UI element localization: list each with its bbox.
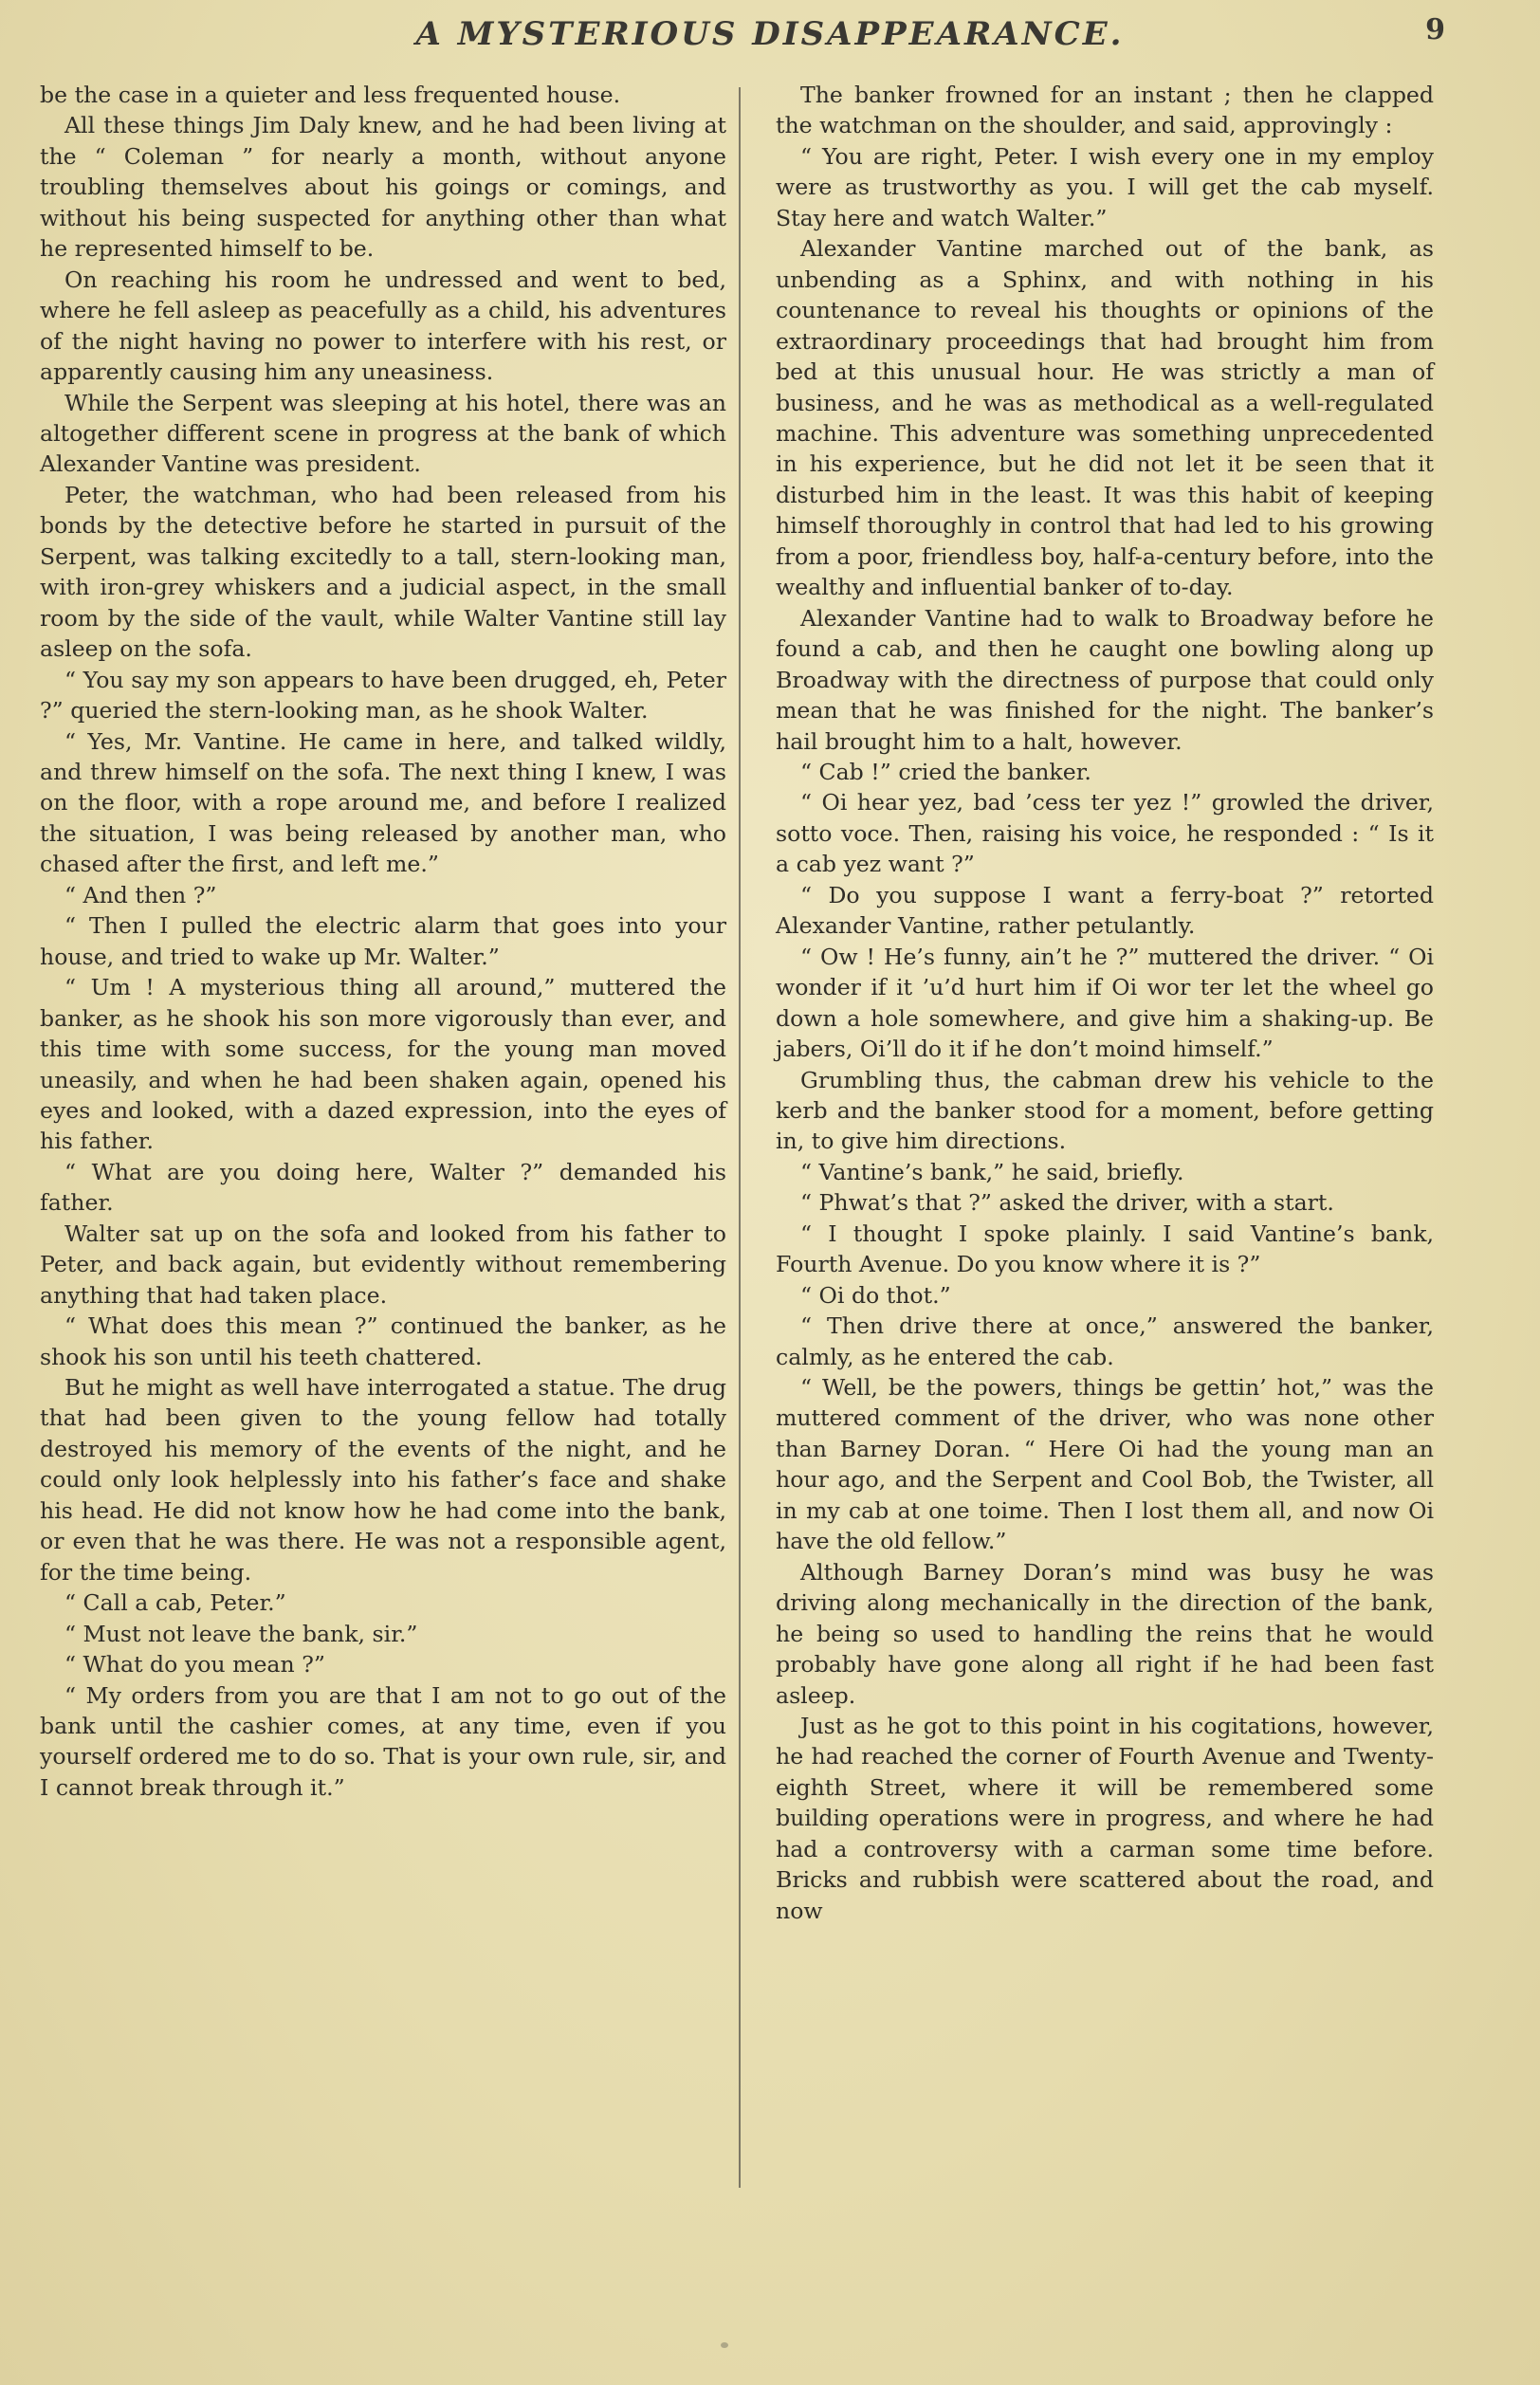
paragraph: be the case in a quieter and less frequented house. (40, 82, 621, 108)
paragraph: “ Then drive there at once,” answered the banker, calmly, as he entered the cab. (776, 1312, 1434, 1370)
page-number: 9 (1425, 13, 1445, 46)
paragraph: “ What does this mean ?” continued the banker, as he shook his son until his teeth chattered. (40, 1312, 726, 1370)
paragraph: “ And then ?” (64, 881, 217, 908)
paragraph: “ Must not leave the bank, sir.” (64, 1620, 418, 1647)
paragraph: “ Um ! A mysterious thing all around,” muttered the banker, as he shook his son more vigorously than ever, and this time with some success, for the young man moved uneasily, and when he had been shaken again, opened his eyes and looked, with a dazed expression, into the eyes of his father. (40, 974, 726, 1155)
paragraph: All these things Jim Daly knew, and he had been living at the “ Coleman ” for nearly a month, without anyone troubling themselves about his goings or comings, and without his being suspected for anything other than what he represented himself to be. (40, 112, 726, 263)
paragraph: “ You say my son appears to have been drugged, eh, Peter ?” queried the stern-looking man, as he shook Walter. (40, 666, 726, 725)
paragraph: Peter, the watchman, who had been released from his bonds by the detective before he started in pursuit of the Serpent, was talking excitedly to a tall, stern-looking man, with iron-grey whiskers and a judicial aspect, in the small room by the side of the vault, while Walter Vantine still lay asleep on the sofa. (40, 481, 726, 663)
paragraph: “ Yes, Mr. Vantine. He came in here, and talked wildly, and threw himself on the sofa. The next thing I knew, I was on the floor, with a rope around me, and before I realized the situation, I was being released by another man, who chased after the first, and left me.” (40, 727, 726, 878)
paragraph: Alexander Vantine marched out of the bank, as unbending as a Sphinx, and with nothing in his countenance to reveal his thoughts or opinions of the extraordinary proceedings that had brought him from bed at this unusual hour. He was strictly a man of business, and he was as methodical as a well-regulated machine. This adventure was something unprecedented in his experience, but he did not let it be seen that it disturbed him in the least. It was this habit of keeping himself thoroughly in control that had led to his growing from a poor, friendless boy, half-a-century before, into the wealthy and influential banker of to-day. (776, 235, 1434, 601)
paragraph: “ Phwat’s that ?” asked the driver, with a start. (800, 1189, 1334, 1217)
left-column (40, 80, 726, 1803)
paragraph: “ Then I pulled the electric alarm that goes into your house, and tried to wake up Mr. Walter.” (40, 912, 726, 970)
paragraph: Although Barney Doran’s mind was busy he was driving along mechanically in the direction of the bank, he being so used to handling the reins that he would probably have gone along all right if he had been fast asleep. (776, 1558, 1434, 1709)
column-divider (739, 87, 741, 2188)
paragraph: Just as he got to this point in his cogitations, however, he had reached the corner of Fourth Avenue and Twenty-eighth Street, where it will be remembered some building operations were in progress, and where he had had a controversy with a carman some time before. Bricks and rubbish were scattered about the road, and now (776, 1713, 1434, 1924)
paragraph: “ Oi do thot.” (800, 1281, 951, 1309)
paragraph: The banker frowned for an instant ; then he clapped the watchman on the shoulder, and said, approvingly : (776, 82, 1434, 139)
right-column (776, 80, 1434, 1926)
paragraph: “ My orders from you are that I am not to go out of the bank until the cashier comes, at any time, even if you yourself ordered me to do so. That is your own rule, sir, and I cannot break through it.” (40, 1681, 726, 1801)
paragraph: Alexander Vantine had to walk to Broadway before he found a cab, and then he caught one bowling along up Broadway with the directness of purpose that could only mean that he was finished for the night. The banker’s hail brought him to a halt, however. (776, 604, 1434, 755)
paragraph: “ I thought I spoke plainly. I said Vantine’s bank, Fourth Avenue. Do you know where it is ?” (776, 1220, 1434, 1278)
paragraph: Walter sat up on the sofa and looked from his father to Peter, and back again, but evidently without remembering anything that had taken place. (40, 1220, 726, 1309)
paragraph: “ What do you mean ?” (64, 1651, 325, 1679)
ink-speck (721, 2342, 728, 2348)
paragraph: “ Vantine’s bank,” he said, briefly. (800, 1158, 1184, 1185)
paragraph: “ Ow ! He’s funny, ain’t he ?” muttered the driver. “ Oi wonder if it ’u’d hurt him if Oi wor ter let the wheel go down a hole somewhere, and give him a shaking-up. Be jabers, Oi’ll do it if he don’t moind himself.” (776, 943, 1434, 1063)
paragraph: “ Do you suppose I want a ferry-boat ?” retorted Alexander Vantine, rather petulantly. (776, 881, 1434, 940)
paragraph: “ Well, be the powers, things be gettin’ hot,” was the muttered comment of the driver, who was none other than Barney Doran. “ Here Oi had the young man an hour ago, and the Serpent and Cool Bob, the Twister, all in my cab at one toime. Then I lost them all, and now Oi have the old fellow.” (776, 1374, 1434, 1555)
paragraph: “ Oi hear yez, bad ’cess ter yez !” growled the driver, sotto voce. Then, raising his voice, he responded : “ Is it a cab yez want ?” (776, 789, 1434, 878)
paragraph: “ Cab !” cried the banker. (800, 758, 1091, 785)
running-title: A MYSTERIOUS DISAPPEARANCE. (415, 15, 1125, 53)
paragraph: “ You are right, Peter. I wish every one in my employ were as trustworthy as you. I will get the cab myself. Stay here and watch Walter.” (776, 142, 1434, 231)
paragraph: On reaching his room he undressed and went to bed, where he fell asleep as peacefully as a child, his adventures of the night having no power to interfere with his rest, or apparently causing him any uneasiness. (40, 266, 726, 386)
paragraph: “ What are you doing here, Walter ?” demanded his father. (40, 1158, 726, 1217)
paragraph: But he might as well have interrogated a statue. The drug that had been given to the young fellow had totally destroyed his memory of the events of the night, and he could only look helplessly into his father’s face and shake his head. He did not know how he had come into the bank, or even that he was there. He was not a responsible agent, for the time being. (40, 1374, 726, 1586)
page-header (0, 9, 1540, 66)
paragraph: Grumbling thus, the cabman drew his vehicle to the kerb and the banker stood for a moment, before getting in, to give him directions. (776, 1066, 1434, 1155)
paragraph: While the Serpent was sleeping at his hotel, there was an altogether different scene in progress at the bank of which Alexander Vantine was president. (40, 389, 726, 478)
paragraph: “ Call a cab, Peter.” (64, 1589, 286, 1617)
